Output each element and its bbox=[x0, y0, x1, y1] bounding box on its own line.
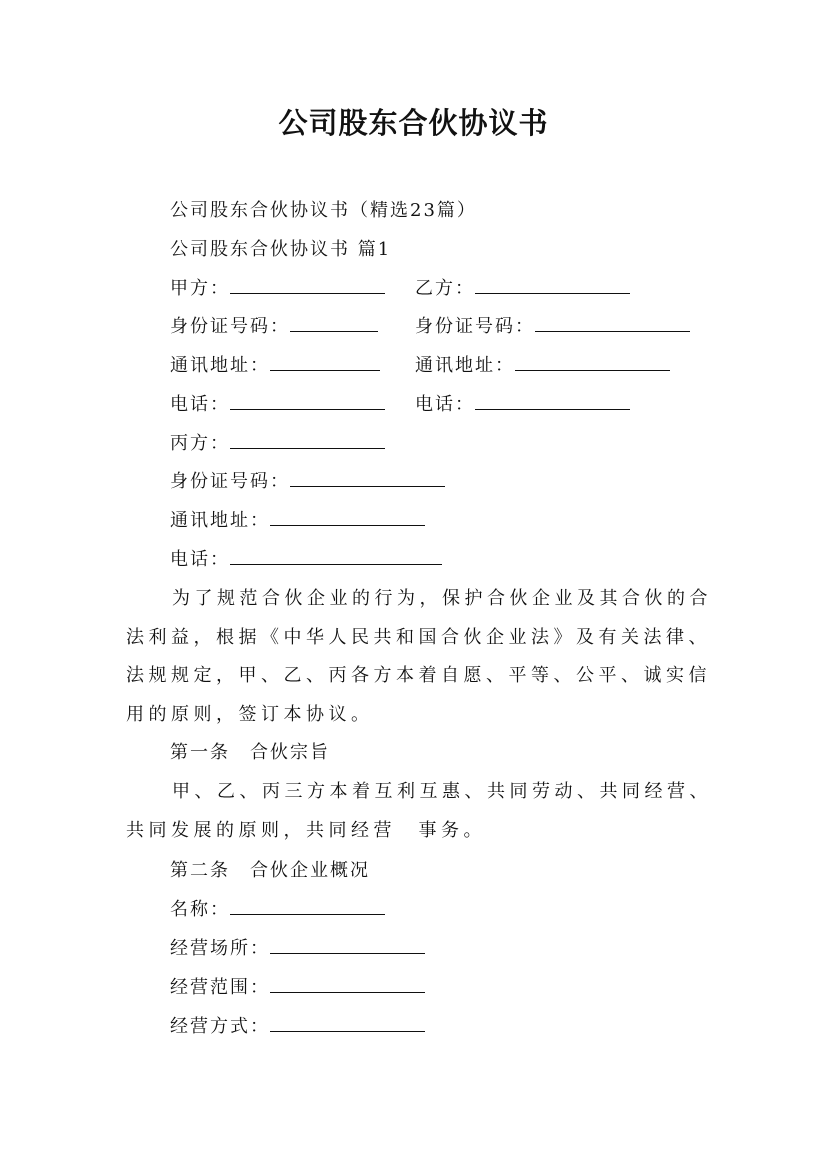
party-row-1 bbox=[170, 277, 475, 301]
party-a-label: 甲方： bbox=[170, 278, 230, 299]
id-b-blank bbox=[535, 315, 690, 332]
name-blank bbox=[230, 898, 385, 915]
party-row-3 bbox=[170, 354, 515, 378]
article-1-paragraph bbox=[126, 773, 726, 850]
part-heading: 公司股东合伙协议书 篇1 bbox=[170, 239, 392, 260]
phone-c-row bbox=[170, 548, 442, 572]
address-c-blank bbox=[270, 509, 425, 526]
name-label: 名称： bbox=[170, 899, 230, 920]
party-row-2 bbox=[170, 315, 535, 339]
article-1-heading: 第一条 合伙宗旨 bbox=[170, 742, 330, 763]
phone-label-c: 电话： bbox=[170, 549, 230, 570]
place-row bbox=[170, 937, 425, 961]
id-c-blank bbox=[290, 470, 445, 487]
address-label-b: 通讯地址： bbox=[415, 355, 515, 376]
id-label-c: 身份证号码： bbox=[170, 471, 290, 492]
phone-a-blank bbox=[230, 393, 385, 410]
party-c-blank bbox=[230, 432, 385, 449]
mode-blank bbox=[270, 1015, 425, 1032]
mode-row bbox=[170, 1015, 425, 1039]
scope-blank bbox=[270, 976, 425, 993]
party-c-row bbox=[170, 432, 385, 456]
article-1-line: 共同发展的原则，共同经营 事务。 bbox=[126, 819, 486, 841]
phone-label-a: 电话： bbox=[170, 394, 230, 415]
place-label: 经营场所： bbox=[170, 938, 270, 959]
address-label-a: 通讯地址： bbox=[170, 355, 270, 376]
id-a-blank bbox=[290, 315, 378, 332]
party-a-blank bbox=[230, 277, 385, 294]
id-label-b: 身份证号码： bbox=[415, 316, 535, 337]
party-row-4 bbox=[170, 393, 475, 417]
phone-label-b: 电话： bbox=[415, 394, 475, 415]
mode-label: 经营方式： bbox=[170, 1016, 270, 1037]
address-label-c: 通讯地址： bbox=[170, 510, 270, 531]
name-row bbox=[170, 898, 385, 922]
intro-paragraph bbox=[126, 580, 726, 734]
phone-c-blank bbox=[230, 548, 442, 565]
address-a-blank bbox=[270, 354, 380, 371]
scope-label: 经营范围： bbox=[170, 977, 270, 998]
address-c-row bbox=[170, 509, 425, 533]
party-b-blank bbox=[475, 277, 630, 294]
party-c-label: 丙方： bbox=[170, 433, 230, 454]
phone-b-blank bbox=[475, 393, 630, 410]
party-b-label: 乙方： bbox=[415, 278, 475, 299]
place-blank bbox=[270, 937, 425, 954]
intro-line: 用的原则，签订本协议。 bbox=[126, 703, 374, 725]
intro-line: 法利益，根据《中华人民共和国合伙企业法》及有关法律、 bbox=[126, 626, 711, 648]
document-subtitle: 公司股东合伙协议书（精选23篇） bbox=[170, 200, 477, 221]
document-title: 公司股东合伙协议书 bbox=[278, 106, 549, 140]
id-c-row bbox=[170, 470, 445, 494]
id-label-a: 身份证号码： bbox=[170, 316, 290, 337]
scope-row bbox=[170, 976, 425, 1000]
article-1-line: 甲、乙、丙三方本着互利互惠、共同劳动、共同经营、 bbox=[172, 781, 712, 802]
intro-line: 为了规范合伙企业的行为，保护合伙企业及其合伙的合 bbox=[172, 588, 712, 609]
address-b-blank bbox=[515, 354, 670, 371]
intro-line: 法规规定，甲、乙、丙各方本着自愿、平等、公平、诚实信 bbox=[126, 665, 711, 687]
article-2-heading: 第二条 合伙企业概况 bbox=[170, 860, 370, 881]
